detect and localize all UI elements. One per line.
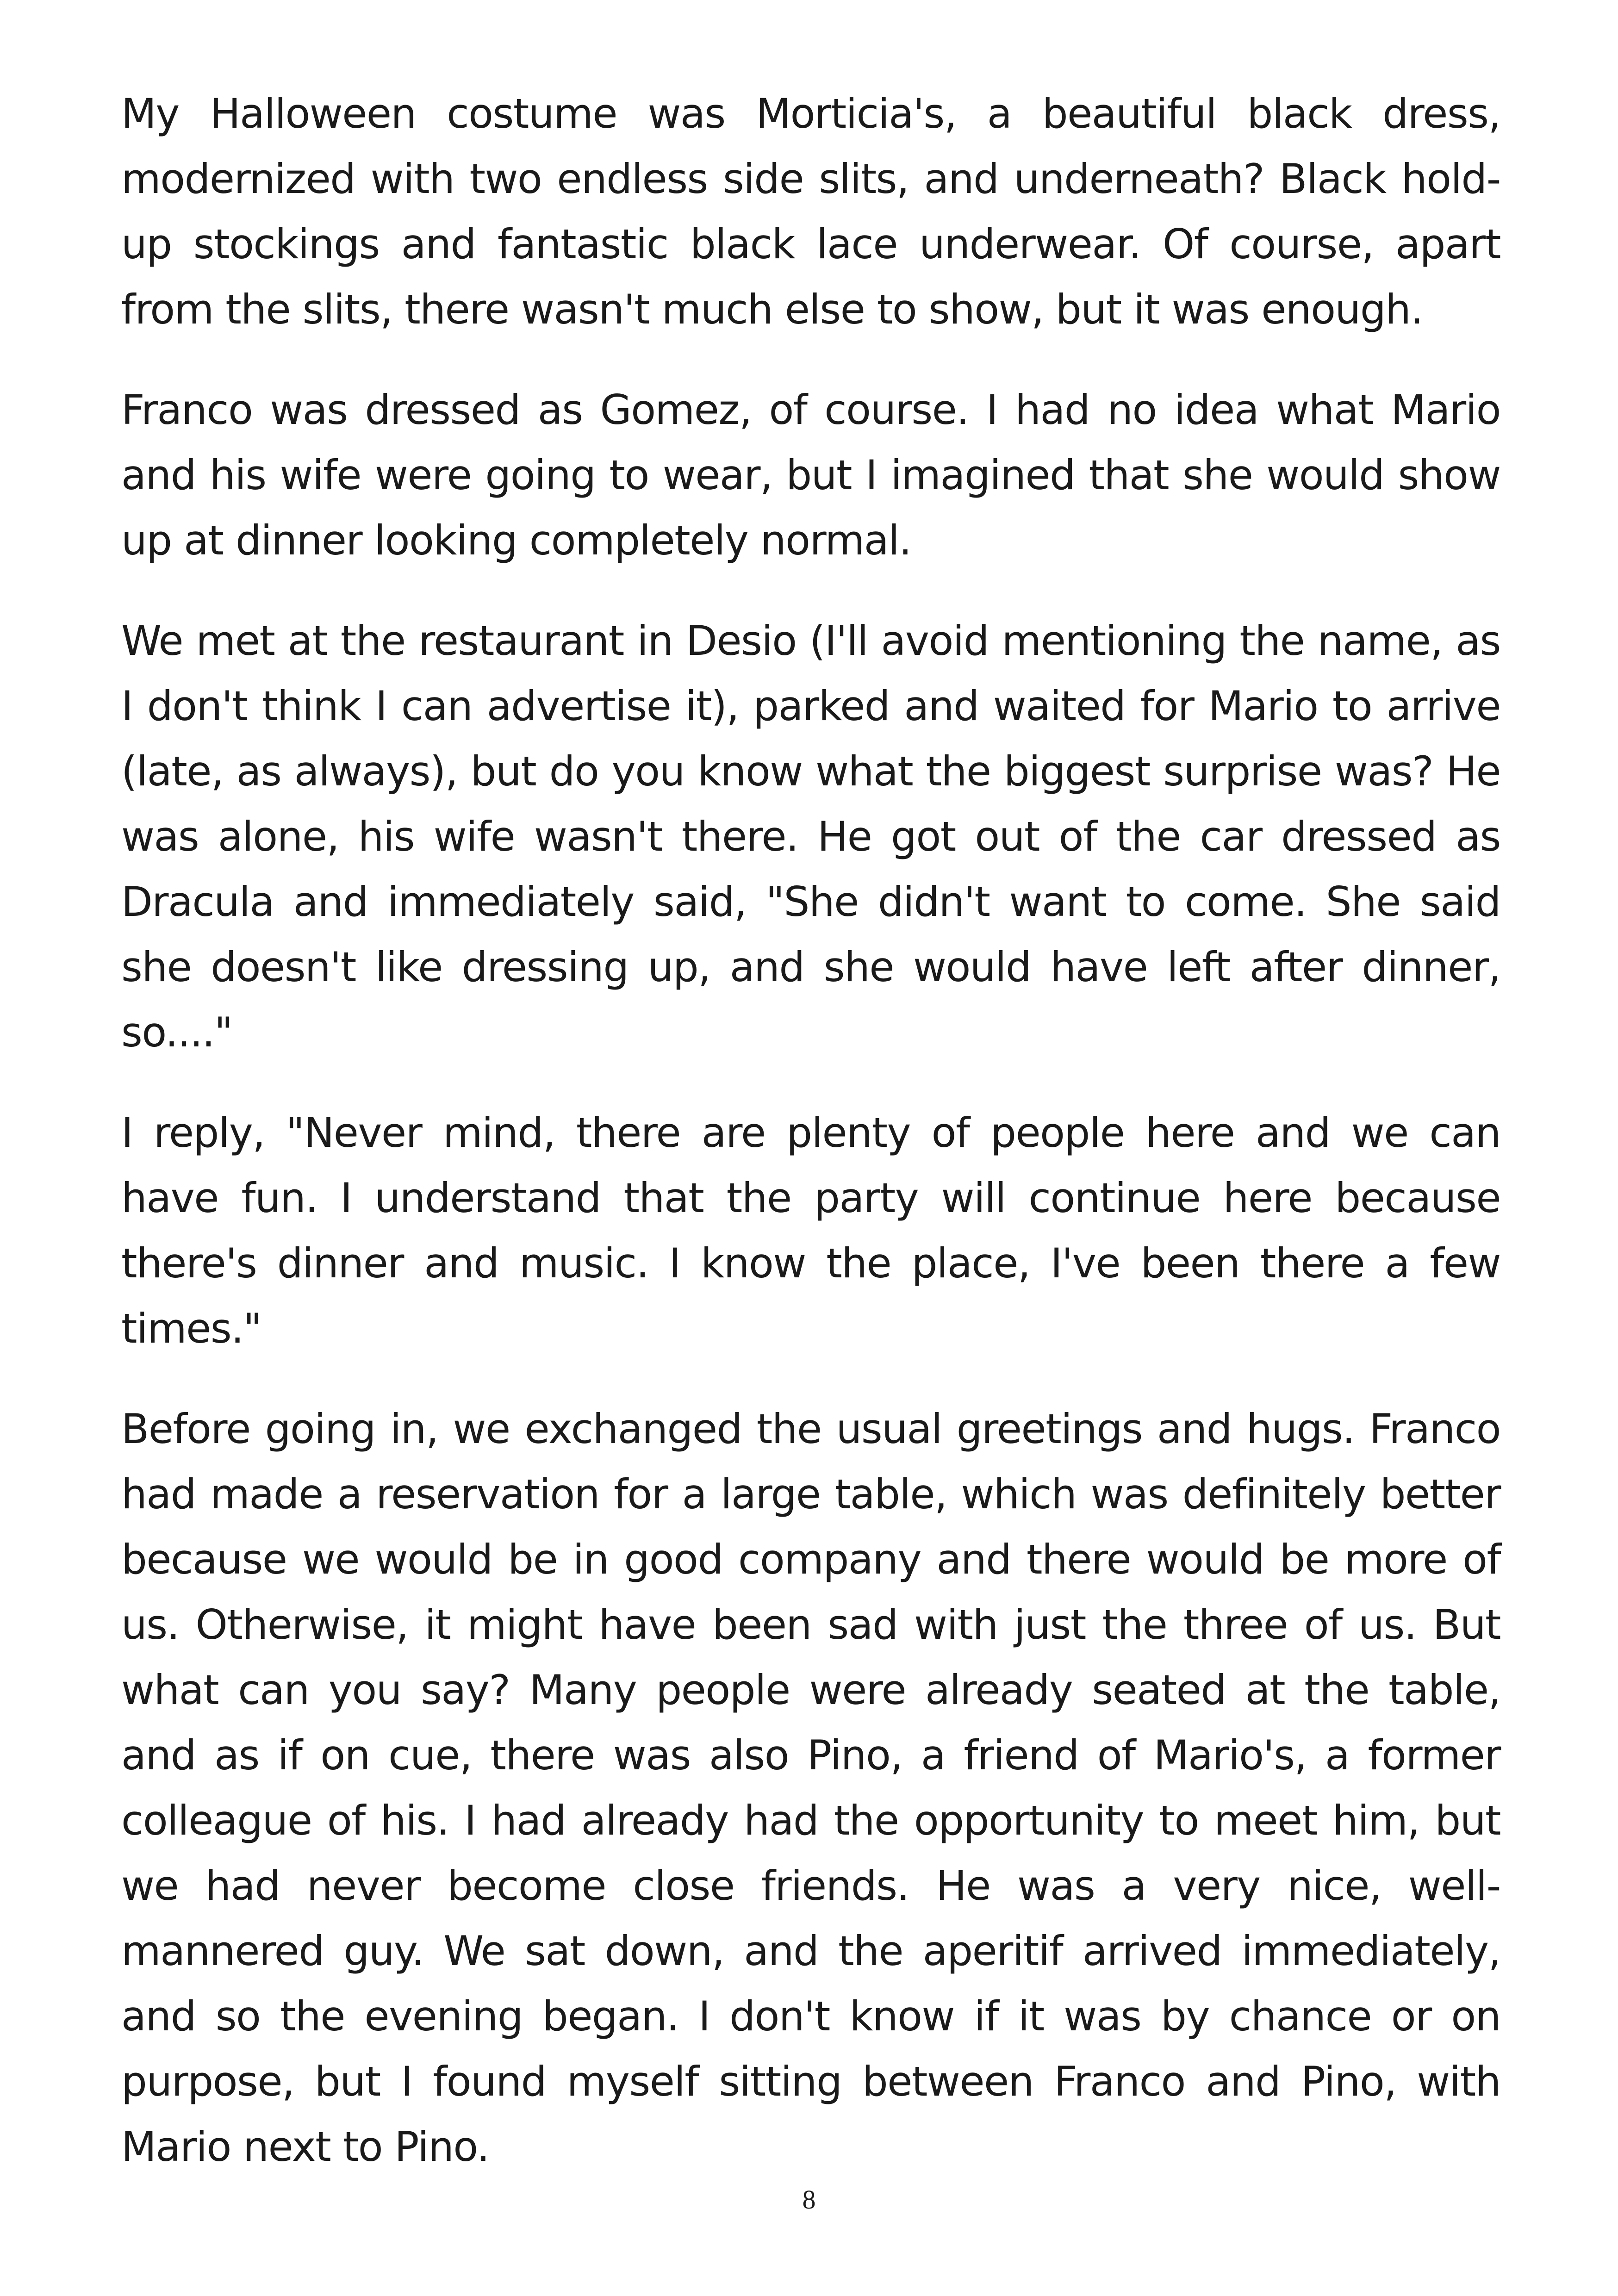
- page-number: 8: [802, 2184, 816, 2215]
- body-text: [121, 81, 1500, 2215]
- paragraph: Before going in, we exchanged the usual greetings and hugs. Franco had made a reservation for a large table, which was definitely better because we would be in good company and there would be more of us. Otherwise, it might have been sad with just the three of us. But what can you say? Many people were already seated at the table, and as if on cue, there was also Pino, a friend of Mario's, a former colleague of his. I had already had the opportunity to meet him, but we had never become close friends. He was a very nice, well-mannered guy. We sat down, and the aperitif arrived immediately, and so the evening began. I don't know if it was by chance or on purpose, but I found myself sitting between Franco and Pino, with Mario next to Pino.: [121, 1405, 1500, 2171]
- paragraph: Franco was dressed as Gomez, of course. I had no idea what Mario and his wife were going to wear, but I imagined that she would show up at dinner looking completely normal.: [121, 386, 1500, 564]
- paragraph: We met at the restaurant in Desio (I'll avoid mentioning the name, as I don't think I can advertise it), parked and waited for Mario to arrive (late, as always), but do you know what the biggest surprise was? He was alone, his wife wasn't there. He got out of the car dressed as Dracula and immediately said, "She didn't want to come. She said she doesn't like dressing up, and she would have left after dinner, so....": [121, 617, 1500, 1056]
- paragraph: I reply, "Never mind, there are plenty of people here and we can have fun. I understand that the party will continue here because there's dinner and music. I know the place, I've been there a few times.": [121, 1109, 1500, 1352]
- paragraph: My Halloween costume was Morticia's, a beautiful black dress, modernized with two endless side slits, and underneath? Black hold-up stockings and fantastic black lace underwear. Of course, apart from the slits, there wasn't much else to show, but it was enough.: [121, 90, 1500, 333]
